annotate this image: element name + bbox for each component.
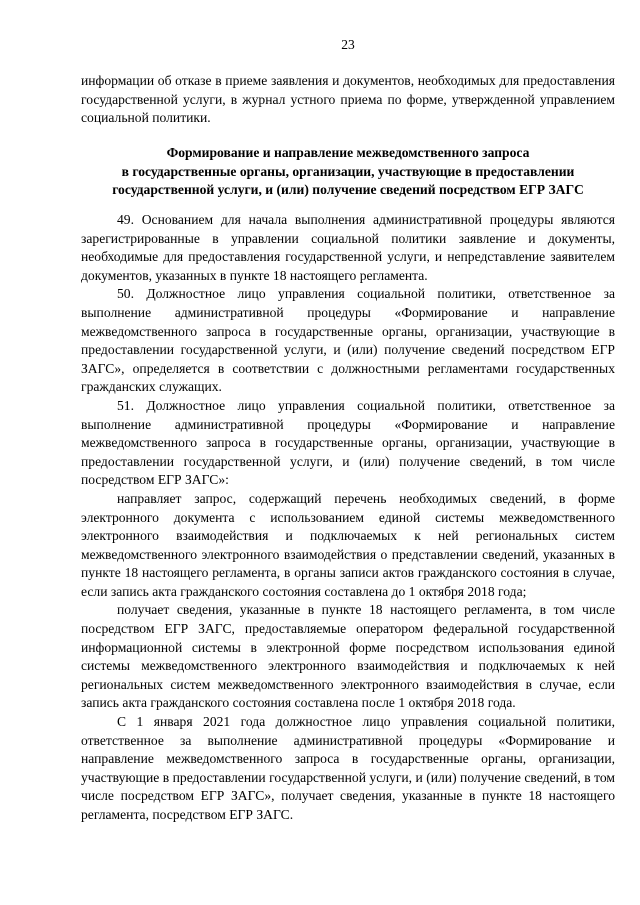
- intro-paragraph: информации об отказе в приеме заявления и документов, необходимых для предоставления государственной услуги, в журнал устного приема по форме, утвержденной управлением социальной политики.: [81, 73, 615, 126]
- section-heading-line-3: государственной услуги, и (или) получение сведений посредством ЕГР ЗАГС: [112, 182, 584, 197]
- page-number: 23: [341, 37, 355, 52]
- section-heading-line-1: Формирование и направление межведомственного запроса: [166, 145, 530, 160]
- section-heading: [81, 144, 615, 200]
- paragraph-51-item-receives-data: получает сведения, указанные в пункте 18 настоящего регламента, в том числе посредством ЕГР ЗАГС, предоставляемые оператором федеральной государственной информационной системы в электронной форме посредством использования единой системы межведомственного электронного взаимодействия и подключаемых к ней региональных систем межведомственного электронного взаимодействия в случае, если запись акта гражданского состояния составлена после 1 октября 2018 года.: [81, 602, 615, 711]
- paragraph-51: 51. Должностное лицо управления социальной политики, ответственное за выполнение административной процедуры «Формирование и направление межведомственного запроса в государственные органы, организации, участвующие в предоставлении государственной услуги, и (или) получение сведений, в том числе посредством ЕГР ЗАГС»:: [81, 397, 615, 488]
- main-text-block: [81, 211, 615, 825]
- section-heading-line-2: в государственные органы, организации, участвующие в предоставлении: [121, 163, 575, 179]
- paragraph-49: 49. Основанием для начала выполнения административной процедуры являются зарегистрированные в управлении социальной политики заявление и документы, необходимые для предоставления государственной услуги, и непредставление заявителем документов, указанных в пункте 18 настоящего регламента.: [81, 212, 615, 283]
- paragraph-51-item-sends-request: направляет запрос, содержащий перечень необходимых сведений, в форме электронного документа с использованием единой системы межведомственного электронного взаимодействия и подключаемых к ней региональных систем межведомственного электронного взаимодействия о представлении сведений, указанных в пункте 18 настоящего регламента, в органы записи актов гражданского состояния в случае, если запись акта гражданского состояния составлена до 1 октября 2018 года;: [81, 490, 615, 599]
- paragraph-2021-provision: С 1 января 2021 года должностное лицо управления социальной политики, ответственное за выполнение административной процедуры «Формирование и направление межведомственного запроса в государственные органы, организации, участвующие в предоставлении государственной услуги, и (или) получение сведений, в том числе посредством ЕГР ЗАГС», получает сведения, указанные в пункте 18 настоящего регламента, посредством ЕГР ЗАГС.: [81, 714, 615, 822]
- paragraph-50: 50. Должностное лицо управления социальной политики, ответственное за выполнение административной процедуры «Формирование и направление межведомственного запроса в государственные органы, организации, участвующие в предоставлении государственной услуги, и (или) получение сведений посредством ЕГР ЗАГС», определяется в соответствии с должностными регламентами государственных гражданских служащих.: [81, 286, 615, 395]
- intro-text-block: [81, 72, 615, 128]
